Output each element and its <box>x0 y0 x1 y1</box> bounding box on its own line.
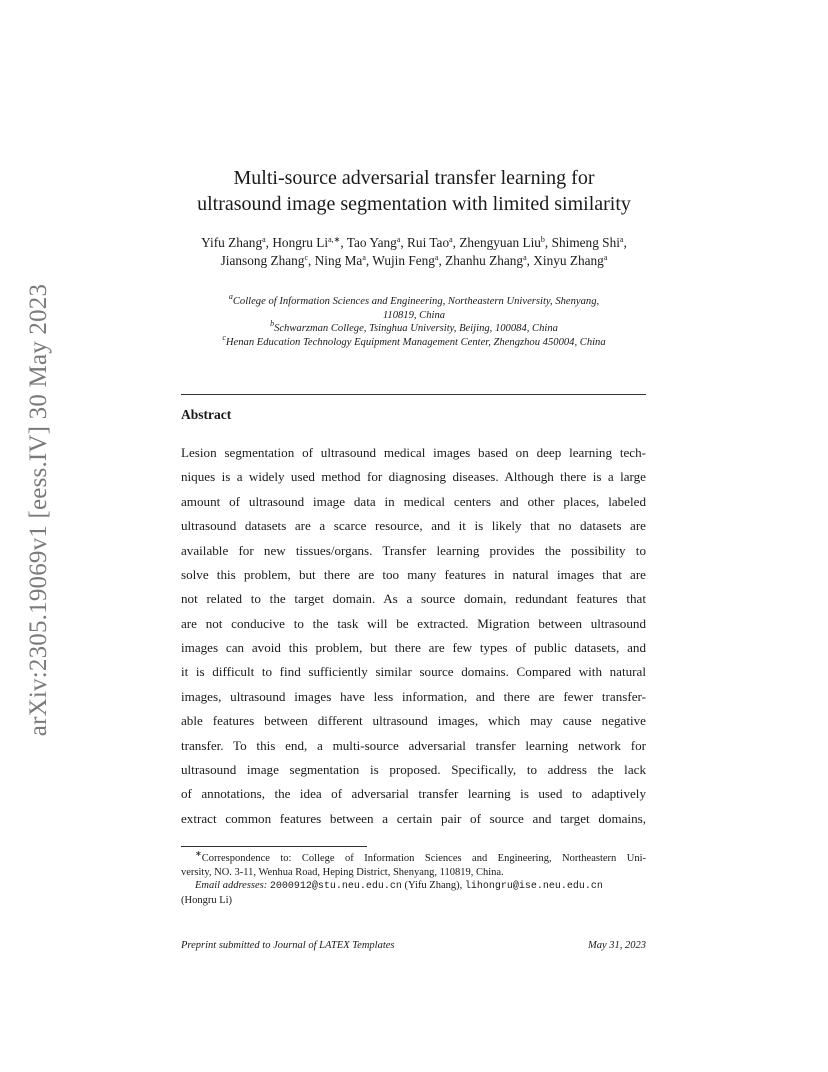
abstract-line: extract common features between a certain pair of source and target domains, <box>181 810 646 826</box>
abstract-line: transfer. To this end, a multi-source adversarial transfer learning network for <box>181 737 646 753</box>
footnote-line: versity, NO. 3-11, Wenhua Road, Heping District, Shenyang, 110819, China. <box>181 866 504 878</box>
abstract-line: Lesion segmentation of ultrasound medical images based on deep learning tech- <box>181 445 646 460</box>
abstract-line: images, ultrasound images have less information, and there are fewer transfer- <box>181 688 646 704</box>
affiliation-a: $^a$College of Information Sciences and Engineering, Northeastern University, Shenyang, <box>228 292 600 307</box>
footnote-line: ∗Correspondence to: College of Information Sciences and Engineering, Northeastern Uni- <box>195 849 646 864</box>
footnote-rule <box>181 846 367 847</box>
paper-title <box>150 165 678 217</box>
title-line-2: ultrasound image segmentation with limited similarity <box>197 193 631 215</box>
abstract-heading: Abstract <box>181 407 232 422</box>
author: Jiansong Zhang$^c$ <box>220 253 308 268</box>
author: Zhengyuan Liu$^b$ <box>459 235 545 250</box>
author: Xinyu Zhang$^a$ <box>533 253 608 268</box>
footnote-emails: Email addresses: 2000912@stu.neu.edu.cn (Yifu Zhang), lihongru@ise.neu.edu.cn <box>195 880 603 892</box>
email-link[interactable]: lihongru@ise.neu.edu.cn <box>464 881 603 892</box>
affiliation-b: $^b$Schwarzman College, Tsinghua University, Beijing, 100084, China <box>270 319 558 334</box>
abstract-line: ultrasound image segmentation is proposed. Specifically, to address the lack <box>181 761 646 777</box>
page-footer <box>181 940 646 951</box>
abstract-line: are not conducive to the task will be extracted. Migration between ultrasound <box>181 615 646 631</box>
author: Wujin Feng$^a$ <box>372 253 439 268</box>
abstract-line: solve this problem, but there are too many features in natural images that are <box>181 566 646 582</box>
footer-date: May 31, 2023 <box>587 940 646 951</box>
author: Hongru $Li^{a,∗}$ <box>272 235 341 250</box>
footnote-line: (Hongru Li) <box>181 894 233 906</box>
arxiv-stamp <box>22 275 56 745</box>
affiliation-c: $^c$Henan Education Technology Equipment Management Center, Zhengzhou 450004, China <box>222 332 606 348</box>
abstract-rule <box>181 394 646 395</box>
abstract-body <box>181 441 646 831</box>
abstract-line: ultrasound datasets are a scarce resource, and it is likely that no datasets are <box>181 518 646 534</box>
author: Ning Ma$^a$ <box>314 253 366 268</box>
abstract-line: available for new tissues/organs. Transfer learning provides the possibility to <box>181 542 646 558</box>
author: Zhanhu Zhang$^a$ <box>445 253 527 268</box>
abstract-line: amount of ultrasound image data in medical centers and other places, labeled <box>181 493 646 509</box>
title-line-1: Multi-source adversarial transfer learning for <box>233 167 595 189</box>
arxiv-id-text: arXiv:2305.19069v1 [eess.IV] 30 May 2023 <box>25 283 52 737</box>
email-link[interactable]: 2000912@stu.neu.edu.cn <box>269 881 402 892</box>
author-list: Yifu Zhang$^a$, Hongru $Li^{a,∗}$, Tao Yang$^a$, Rui Tao$^a$, Zhengyuan Liu$^b$, Shimeng Shi$^a$, Jiansong Zhang$^c$, Ning Ma$^a$, Wujin Feng$^a$, Zhanhu Zhang$^a$, Xinyu Zhang$^a$ <box>201 235 627 268</box>
author: Shimeng Shi$^a$ <box>551 235 624 250</box>
abstract-line: not related to the target domain. As a source domain, redundant features that <box>181 591 646 607</box>
affiliations <box>170 292 658 349</box>
preprint-note: Preprint submitted to Journal of LATEX Templates <box>181 940 395 951</box>
abstract-line: able features between different ultrasound images, which may cause negative <box>181 713 646 729</box>
affiliation-a-cont: 110819, China <box>382 309 446 321</box>
author: Rui Tao$^a$ <box>407 235 453 250</box>
abstract-line: images can avoid this problem, but there are few types of public datasets, and <box>181 640 646 655</box>
abstract-line: it is difficult to find sufficiently similar source domains. Compared with natural <box>181 664 646 680</box>
author: Yifu Zhang$^a$ <box>201 235 266 250</box>
author: Tao Yang$^a$ <box>346 235 401 250</box>
abstract-line: niques is a widely used method for diagnosing diseases. Although there is a large <box>181 469 646 485</box>
footnote <box>181 849 646 907</box>
abstract-line: of annotations, the idea of adversarial transfer learning is used to adaptively <box>181 786 646 802</box>
